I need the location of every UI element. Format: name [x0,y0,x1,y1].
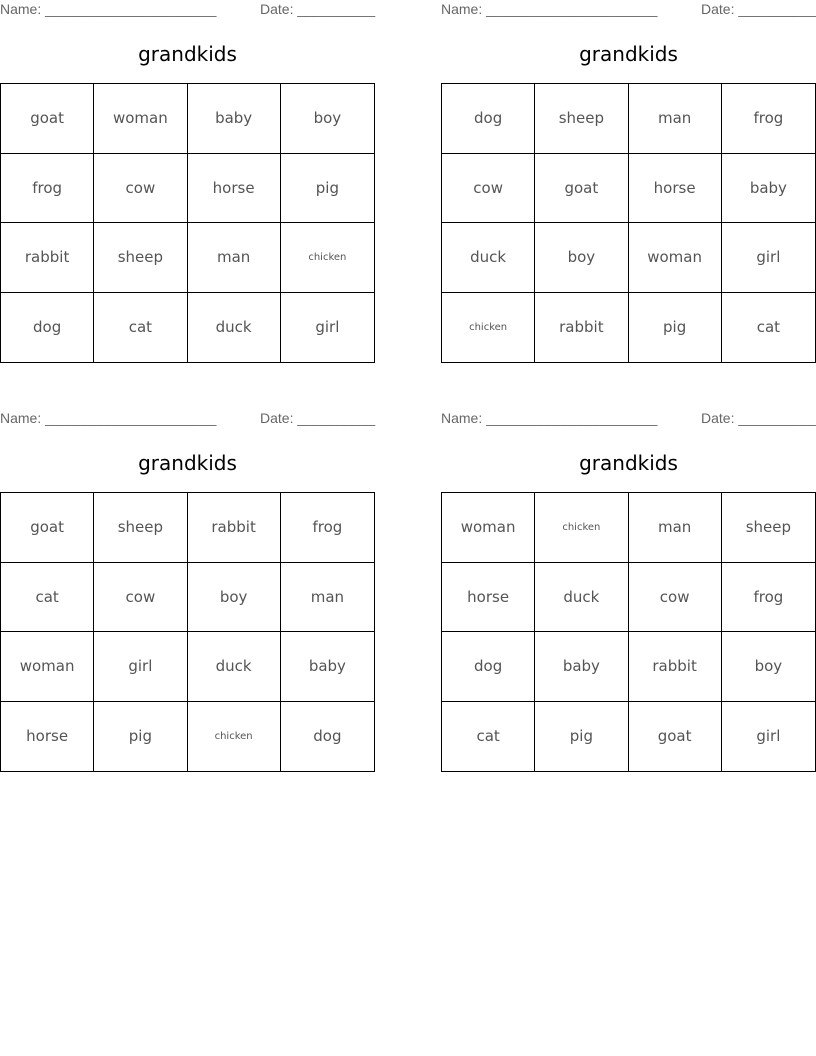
bingo-cell: boy [281,84,374,154]
date-field-label: Date: __________ [260,410,376,426]
name-field-label: Name: ______________________ [441,1,658,17]
name-field-label: Name: ______________________ [0,1,217,17]
bingo-cell: woman [1,632,94,702]
bingo-cell: woman [442,493,535,563]
bingo-grid [441,492,816,772]
bingo-cell: duck [535,563,628,633]
bingo-cell: baby [722,154,815,224]
bingo-cell: cow [94,563,187,633]
card-header [441,410,816,430]
bingo-cell: dog [442,84,535,154]
date-field-label: Date: __________ [701,410,816,426]
bingo-cell: horse [188,154,281,224]
card-title: grandkids [579,451,678,475]
card-title: grandkids [579,42,678,66]
date-field-label: Date: __________ [701,1,816,17]
bingo-cell: dog [1,293,94,363]
bingo-cell: sheep [722,493,815,563]
card-header [0,410,375,430]
bingo-cell: frog [722,563,815,633]
bingo-cell: girl [722,223,815,293]
bingo-cell: chicken [442,293,535,363]
bingo-cell: chicken [535,493,628,563]
bingo-card [0,409,375,774]
bingo-cell: cat [94,293,187,363]
bingo-cell: chicken [281,223,374,293]
bingo-cell: cow [629,563,722,633]
bingo-cell: boy [722,632,815,702]
card-header [0,1,375,21]
bingo-grid [441,83,816,363]
bingo-cell: sheep [94,223,187,293]
bingo-cell: boy [535,223,628,293]
bingo-cell: pig [94,702,187,772]
bingo-cell: horse [442,563,535,633]
bingo-cell: chicken [188,702,281,772]
bingo-cell: rabbit [188,493,281,563]
bingo-card [441,409,816,774]
bingo-cell: horse [629,154,722,224]
bingo-grid [0,492,375,772]
bingo-cell: frog [722,84,815,154]
bingo-cell: goat [535,154,628,224]
bingo-cell: girl [315,318,340,337]
bingo-cell: boy [188,563,281,633]
bingo-card [0,0,375,365]
bingo-cell: baby [281,632,374,702]
bingo-cell: pig [535,702,628,772]
date-field-label: Date: __________ [260,1,376,17]
bingo-cell: pig [629,293,722,363]
card-title: grandkids [138,42,237,66]
bingo-cell: sheep [94,493,187,563]
bingo-cell: frog [1,154,94,224]
bingo-cell: woman [629,223,722,293]
bingo-cell: rabbit [1,223,94,293]
bingo-cell: dog [442,632,535,702]
bingo-cell: frog [281,493,374,563]
card-header [441,1,816,21]
bingo-cell: girl [94,632,187,702]
bingo-cell: dog [313,727,342,746]
bingo-cell: cat [442,702,535,772]
bingo-cell: girl [756,727,781,746]
bingo-cell: man [188,223,281,293]
bingo-cell: woman [94,84,187,154]
bingo-cell: duck [442,223,535,293]
card-title: grandkids [138,451,237,475]
name-field-label: Name: ______________________ [0,410,217,426]
bingo-cell: goat [1,84,94,154]
bingo-cell: man [629,493,722,563]
bingo-cell: cat [756,318,781,337]
bingo-cell: baby [535,632,628,702]
bingo-cell: goat [1,493,94,563]
bingo-cell: duck [188,293,281,363]
bingo-cell: goat [629,702,722,772]
bingo-cell: cow [442,154,535,224]
bingo-cell: duck [188,632,281,702]
bingo-cell: man [281,563,374,633]
bingo-cell: baby [188,84,281,154]
bingo-cell: pig [281,154,374,224]
bingo-cell: man [629,84,722,154]
bingo-cell: rabbit [535,293,628,363]
name-field-label: Name: ______________________ [441,410,658,426]
bingo-cell: cow [94,154,187,224]
bingo-card [441,0,816,365]
bingo-cell: horse [1,702,94,772]
bingo-cell: cat [1,563,94,633]
bingo-grid [0,83,375,363]
bingo-cell: rabbit [629,632,722,702]
bingo-cell: sheep [535,84,628,154]
